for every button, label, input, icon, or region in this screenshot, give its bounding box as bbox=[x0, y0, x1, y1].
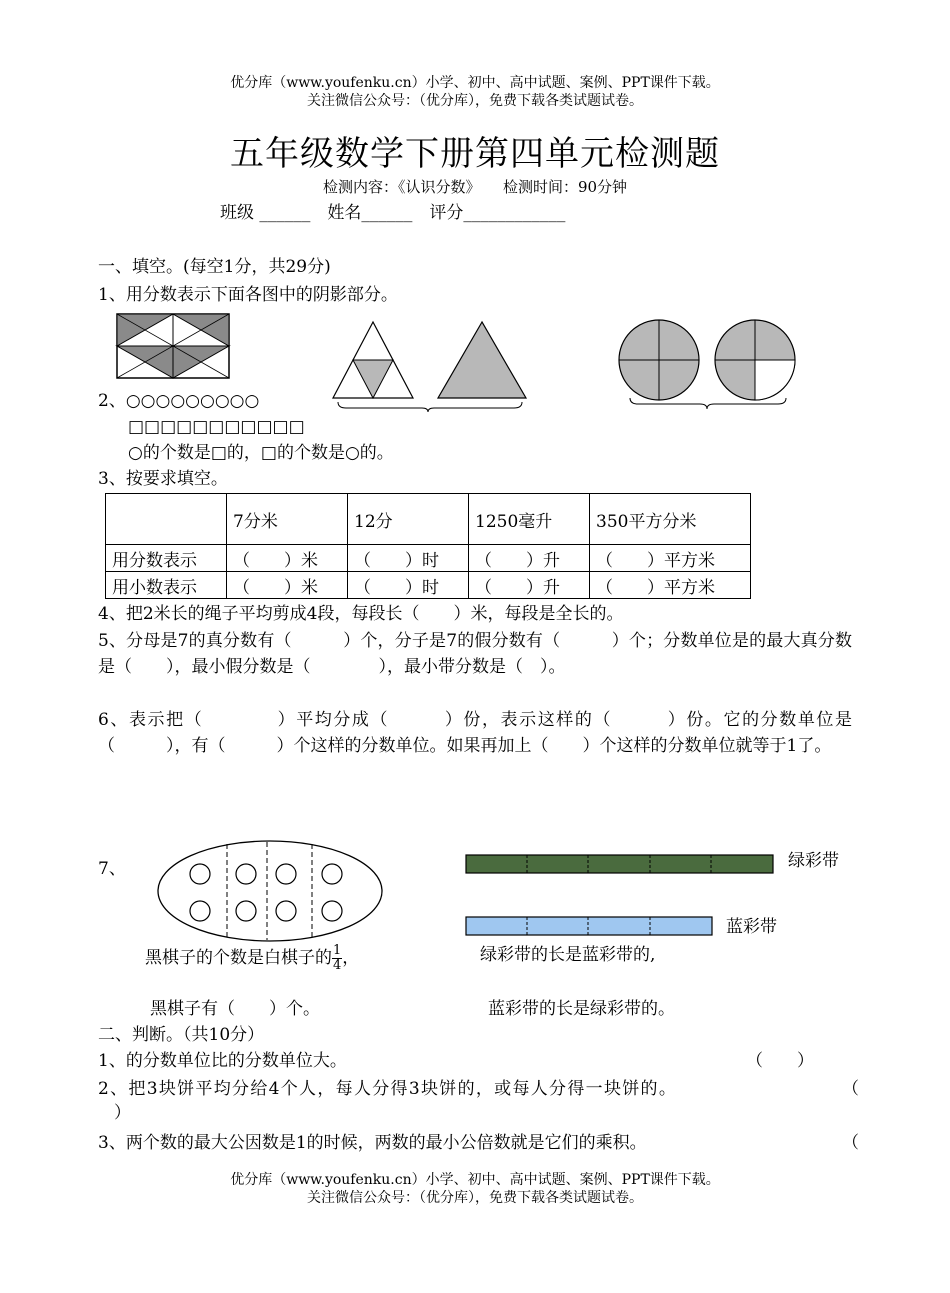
shaded-rectangle-figure bbox=[117, 314, 229, 378]
table-cell: （ ）米 bbox=[227, 545, 348, 572]
question-1: 1、用分数表示下面各图中的阴影部分。 bbox=[98, 285, 398, 305]
question-2-text: ○的个数是□的，□的个数是○的。 bbox=[128, 443, 394, 463]
footer-line-1: 优分库（www.youfenku.cn）小学、初中、高中试题、案例、PPT课件下载。 bbox=[230, 1172, 720, 1188]
table-cell: （ ）平方米 bbox=[590, 572, 751, 599]
question-7-number: 7、 bbox=[98, 859, 126, 879]
table-cell: （ ）平方米 bbox=[590, 545, 751, 572]
judge-answer-1: （ ） bbox=[746, 1051, 814, 1071]
judge-answer-2-open: （ bbox=[842, 1079, 859, 1099]
fraction-numerator: 1 bbox=[333, 943, 342, 958]
blue-ribbon-label: 蓝彩带 bbox=[726, 917, 777, 937]
go-pieces-figure bbox=[150, 838, 390, 944]
header-line-2: 关注微信公众号：（优分库），免费下载各类试题试卷。 bbox=[307, 93, 643, 109]
table-cell: （ ）升 bbox=[469, 545, 590, 572]
table-cell: （ ）时 bbox=[348, 572, 469, 599]
fraction-suffix: ， bbox=[342, 948, 360, 968]
judge-answer-3: （ bbox=[842, 1133, 859, 1153]
green-ribbon bbox=[466, 855, 773, 873]
fraction-denominator: 4 bbox=[333, 958, 342, 973]
judge-question-3: 3、两个数的最大公因数是1的时候，两数的最小公倍数就是它们的乘积。 bbox=[98, 1133, 647, 1153]
circle-figure-1 bbox=[619, 320, 699, 400]
question-6: 6、表示把（ ）平均分成（ ）份，表示这样的（ ）份。它的分数单位是（ ），有（ ）个这样的分数单位。如果再加上（ ）个这样的分数单位就等于1了。 bbox=[98, 710, 852, 756]
question-5: 5、分母是7的真分数有（ ）个，分子是7的假分数有（ ）个；分数单位是的最大真分数是（ ），最小假分数是（ ），最小带分数是（ ）。 bbox=[98, 631, 852, 677]
table-header-cell: 1250毫升 bbox=[469, 494, 590, 545]
table-header-cell: 350平方分米 bbox=[590, 494, 751, 545]
student-info: 班级 ______ 姓名______ 评分____________ bbox=[220, 203, 566, 223]
page-title: 五年级数学下册第四单元检测题 bbox=[230, 134, 720, 174]
footer-line-2: 关注微信公众号：（优分库），免费下载各类试题试卷。 bbox=[307, 1190, 643, 1206]
table-row bbox=[106, 545, 751, 572]
table-header-cell: 12分 bbox=[348, 494, 469, 545]
table-cell: （ ）时 bbox=[348, 545, 469, 572]
table-cell: 用小数表示 bbox=[106, 572, 227, 599]
question-4: 4、把2米长的绳子平均剪成4段，每段长（ ）米，每段是全长的。 bbox=[98, 604, 624, 624]
table-header-row bbox=[106, 494, 751, 545]
unit-table bbox=[105, 493, 751, 599]
judge-answer-2-close: ） bbox=[114, 1103, 131, 1123]
section-1-heading: 一、填空。(每空1分，共29分) bbox=[98, 257, 331, 277]
black-ratio-text: 黑棋子的个数是白棋子的 bbox=[145, 948, 332, 968]
subtitle: 检测内容：《认识分数》 检测时间：90分钟 bbox=[322, 178, 628, 196]
header-line-1: 优分库（www.youfenku.cn）小学、初中、高中试题、案例、PPT课件下载。 bbox=[230, 75, 720, 91]
black-ratio-line bbox=[145, 944, 359, 973]
table-row bbox=[106, 572, 751, 599]
blue-vs-green: 蓝彩带的长是绿彩带的。 bbox=[488, 999, 675, 1019]
green-vs-blue: 绿彩带的长是蓝彩带的, bbox=[480, 945, 656, 965]
green-ribbon-label: 绿彩带 bbox=[788, 851, 839, 871]
judge-question-2: 2、把3块饼平均分给4个人，每人分得3块饼的，或每人分得一块饼的。 bbox=[98, 1079, 678, 1099]
table-header-cell: 7分米 bbox=[227, 494, 348, 545]
black-count: 黑棋子有（ ）个。 bbox=[150, 999, 320, 1019]
table-cell: 用分数表示 bbox=[106, 545, 227, 572]
judge-question-1: 1、的分数单位比的分数单位大。 bbox=[98, 1051, 347, 1071]
question-2-circles: 2、○○○○○○○○○ bbox=[98, 391, 260, 411]
section-2-heading: 二、判断。（共10分） bbox=[98, 1025, 265, 1045]
large-triangle-figure bbox=[438, 322, 526, 398]
question-2-squares: □□□□□□□□□□□ bbox=[128, 417, 305, 437]
circle-figure-2 bbox=[715, 320, 795, 400]
table-header-cell bbox=[106, 494, 227, 545]
table-cell: （ ）米 bbox=[227, 572, 348, 599]
fraction-one-quarter bbox=[332, 944, 342, 973]
question-3: 3、按要求填空。 bbox=[98, 469, 228, 489]
blue-ribbon bbox=[466, 917, 712, 935]
small-triangle-figure bbox=[333, 322, 413, 398]
table-cell: （ ）升 bbox=[469, 572, 590, 599]
